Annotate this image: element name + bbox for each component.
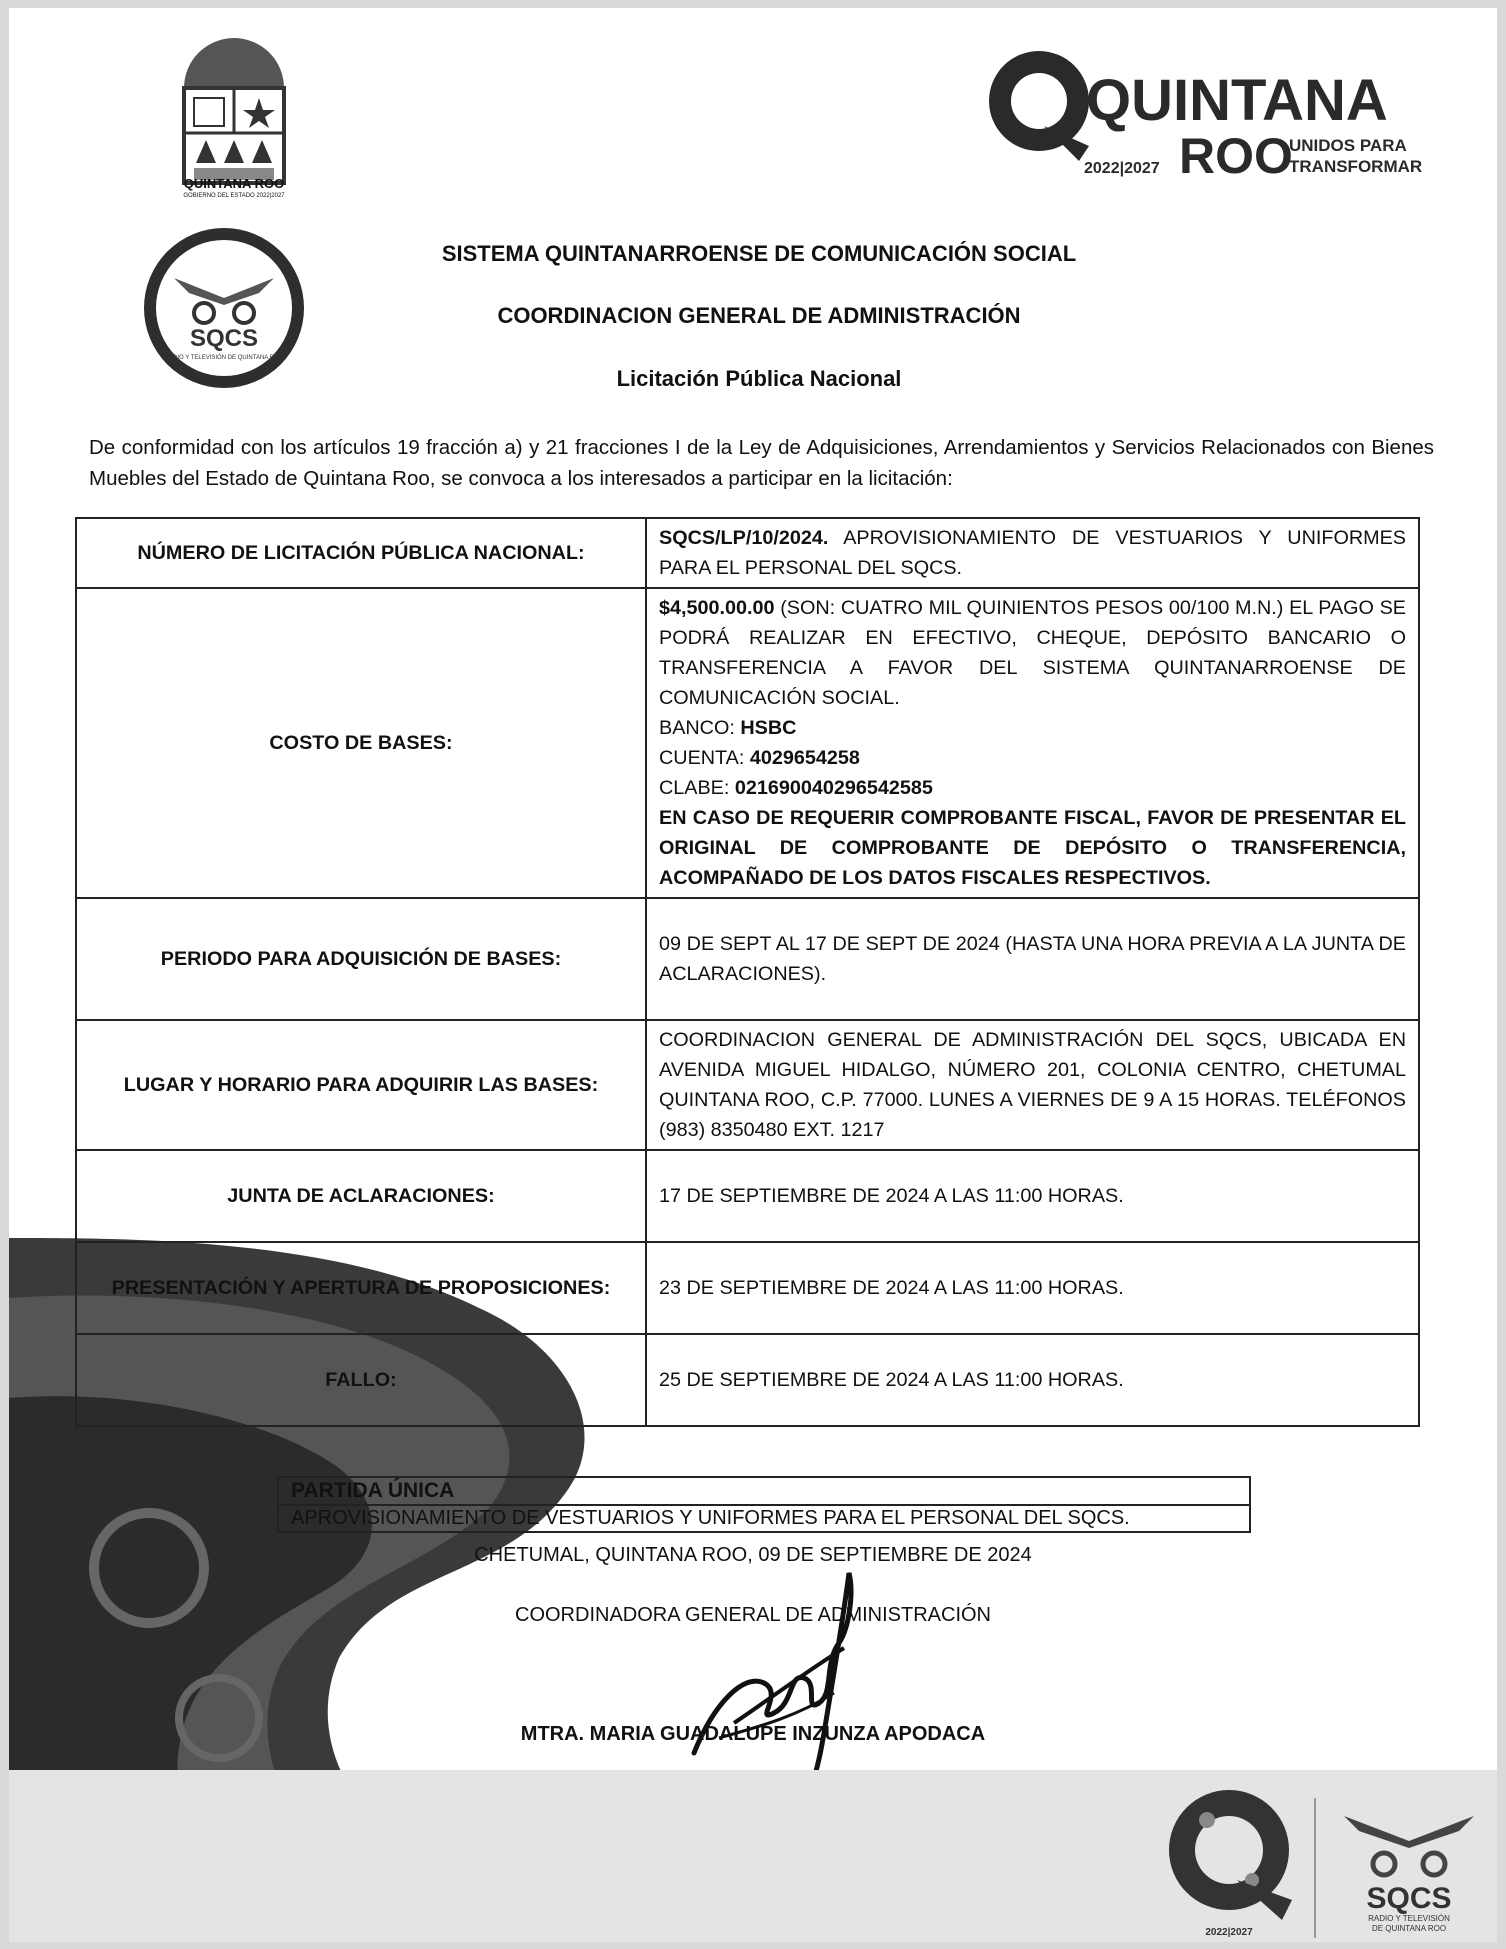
fiscal-receipt-note: EN CASO DE REQUERIR COMPROBANTE FISCAL, FAVOR DE PRESENTAR EL ORIGINAL DE COMPROBANTE DE DEPÓSITO O TRANSFERENCIA, ACOMPAÑADO DE LOS DATOS FISCALES RESPECTIVOS. xyxy=(659,807,1406,889)
svg-text:TRANSFORMAR: TRANSFORMAR xyxy=(1289,157,1423,176)
footer-sqcs-logo xyxy=(1334,1786,1484,1936)
table-row xyxy=(76,588,1419,898)
quintana-roo-brand-logo xyxy=(984,46,1423,186)
svg-text:SQCS: SQCS xyxy=(1366,1882,1452,1915)
svg-text:SQCS: SQCS xyxy=(189,325,259,352)
row-label: PRESENTACIÓN Y APERTURA DE PROPOSICIONES: xyxy=(76,1242,646,1334)
row-label: COSTO DE BASES: xyxy=(76,588,646,898)
table-row xyxy=(278,1477,1250,1505)
table-row xyxy=(278,1505,1250,1532)
row-value: 09 DE SEPT AL 17 DE SEPT DE 2024 (HASTA UNA HORA PREVIA A LA JUNTA DE ACLARACIONES). xyxy=(646,898,1419,1020)
table-row xyxy=(76,1020,1419,1150)
svg-text:DE QUINTANA ROO: DE QUINTANA ROO xyxy=(1371,1924,1447,1933)
svg-text:RADIO Y TELEVISIÓN DE QUINTANA: RADIO Y TELEVISIÓN DE QUINTANA ROO xyxy=(164,355,284,361)
partida-item: APROVISIONAMIENTO DE VESTUARIOS Y UNIFORMES PARA EL PERSONAL DEL SQCS. xyxy=(278,1505,1250,1532)
row-label: JUNTA DE ACLARACIONES: xyxy=(76,1150,646,1242)
table-row xyxy=(76,1334,1419,1426)
state-emblem-caption: QUINTANA ROO xyxy=(183,176,285,191)
table-row xyxy=(76,898,1419,1020)
cost-amount: $4,500.00.00 xyxy=(659,597,775,619)
clabe-number: 021690040296542585 xyxy=(734,777,933,799)
footer-quintana-roo-q-logo xyxy=(1157,1780,1307,1940)
row-value: 17 DE SEPTIEMBRE DE 2024 A LAS 11:00 HORAS. xyxy=(646,1150,1419,1242)
row-value: 23 DE SEPTIEMBRE DE 2024 A LAS 11:00 HORAS. xyxy=(646,1242,1419,1334)
footer-divider xyxy=(1314,1798,1316,1938)
account-label: CUENTA: xyxy=(659,747,750,769)
svg-text:UNIDOS PARA: UNIDOS PARA xyxy=(1289,136,1407,155)
svg-text:QUINTANA: QUINTANA xyxy=(1086,68,1388,133)
bank-name: HSBC xyxy=(740,717,797,739)
document-page xyxy=(9,8,1497,1942)
table-row xyxy=(76,518,1419,588)
signer-role: COORDINADORA GENERAL DE ADMINISTRACIÓN xyxy=(515,1604,991,1626)
table-row xyxy=(76,1150,1419,1242)
partida-table xyxy=(277,1476,1251,1533)
svg-text:2022|2027: 2022|2027 xyxy=(1084,160,1160,177)
intro-paragraph: De conformidad con los artículos 19 fracción a) y 21 fracciones I de la Ley de Adquisiciones, Arrendamientos y Servicios Relacionados con Bienes Muebles del Estado de Quintana Roo, se convoca a los interesados a participar en la licitación: xyxy=(89,436,1434,490)
row-value xyxy=(646,588,1419,898)
row-label: NÚMERO DE LICITACIÓN PÚBLICA NACIONAL: xyxy=(76,518,646,588)
row-label: FALLO: xyxy=(76,1334,646,1426)
cost-description: (SON: CUATRO MIL QUINIENTOS PESOS 00/100 M.N.) EL PAGO SE PODRÁ REALIZAR EN EFECTIVO, CHEQUE, DEPÓSITO BANCARIO O TRANSFERENCIA A FAVOR DEL SISTEMA QUINTANARROENSE DE COMUNICACIÓN SOCIAL. xyxy=(659,597,1406,709)
signer-name: MTRA. MARIA GUADALUPE INZUNZA APODACA xyxy=(520,1723,986,1745)
partida-header: PARTIDA ÚNICA xyxy=(278,1477,1250,1505)
row-value: 25 DE SEPTIEMBRE DE 2024 A LAS 11:00 HORAS. xyxy=(646,1334,1419,1426)
state-emblem-subcaption: GOBIERNO DEL ESTADO 2022|2027 xyxy=(183,193,285,199)
bank-label: BANCO: xyxy=(659,717,741,739)
table-row xyxy=(76,1242,1419,1334)
account-number: 4029654258 xyxy=(749,747,860,769)
tender-number: SQCS/LP/10/2024. xyxy=(659,527,829,549)
place-date: CHETUMAL, QUINTANA ROO, 09 DE SEPTIEMBRE DE 2024 xyxy=(474,1544,1032,1566)
svg-text:2022|2027: 2022|2027 xyxy=(1205,1927,1253,1938)
institution-title: SISTEMA QUINTANARROENSE DE COMUNICACIÓN SOCIAL xyxy=(441,241,1077,266)
department-title: COORDINACION GENERAL DE ADMINISTRACIÓN xyxy=(497,303,1021,328)
svg-text:ROO: ROO xyxy=(1179,128,1293,184)
document-type-title: Licitación Pública Nacional xyxy=(616,366,902,391)
row-value: COORDINACION GENERAL DE ADMINISTRACIÓN DEL SQCS, UBICADA EN AVENIDA MIGUEL HIDALGO, NÚMERO 201, COLONIA CENTRO, CHETUMAL QUINTANA ROO, C.P. 77000. LUNES A VIERNES DE 9 A 15 HORAS. TELÉFONOS (983) 8350480 EXT. 1217 xyxy=(646,1020,1419,1150)
row-label: LUGAR Y HORARIO PARA ADQUIRIR LAS BASES: xyxy=(76,1020,646,1150)
row-value xyxy=(646,518,1419,588)
tender-description: APROVISIONAMIENTO DE VESTUARIOS Y UNIFORMES PARA EL PERSONAL DEL SQCS. xyxy=(659,527,1406,579)
handwritten-signature xyxy=(674,1553,874,1783)
tender-details-table xyxy=(75,517,1420,1427)
svg-text:RADIO Y TELEVISIÓN: RADIO Y TELEVISIÓN xyxy=(1368,1914,1450,1923)
clabe-label: CLABE: xyxy=(659,777,735,799)
row-label: PERIODO PARA ADQUISICIÓN DE BASES: xyxy=(76,898,646,1020)
sqcs-circle-logo xyxy=(139,223,309,393)
